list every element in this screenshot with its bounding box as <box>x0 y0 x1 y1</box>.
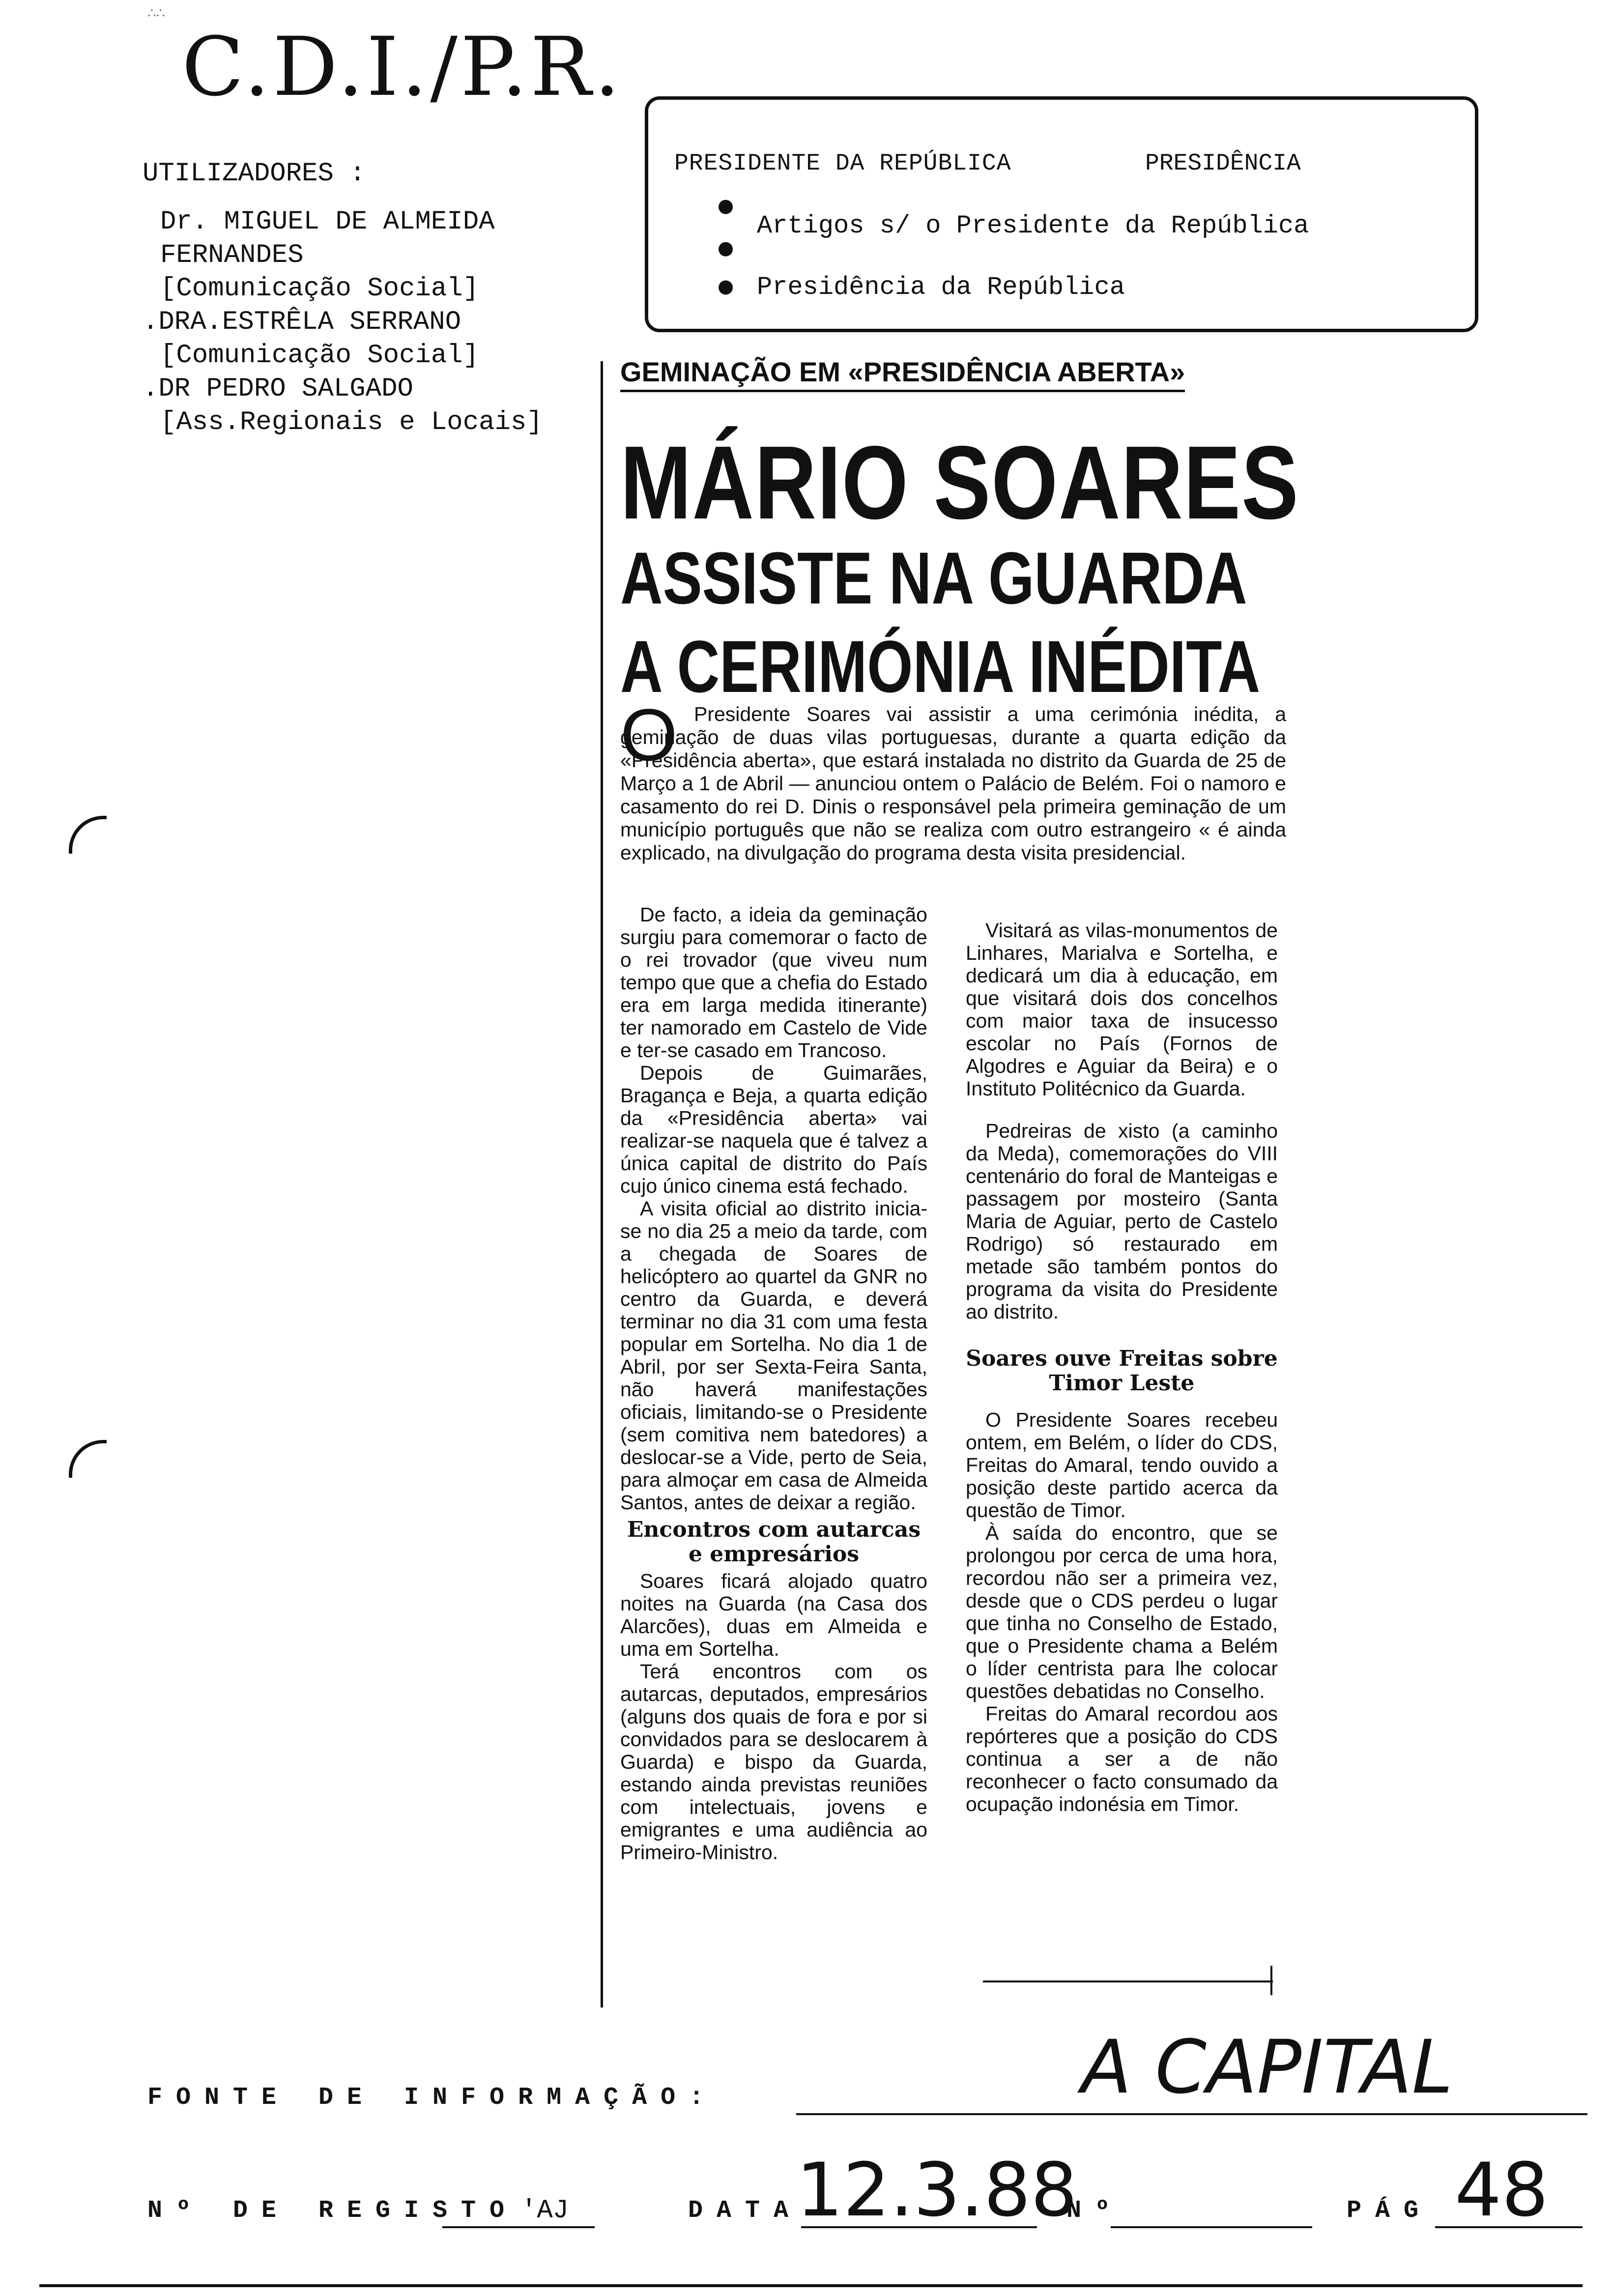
headline-line-3: A CERIMÓNIA INÉDITA <box>620 625 1261 708</box>
numero-label: Nº <box>1066 2197 1124 2225</box>
headline-line-2: ASSISTE NA GUARDA <box>620 537 1247 619</box>
numero-line <box>1111 2226 1312 2228</box>
box-left-heading: PRESIDENTE DA REPÚBLICA <box>674 150 1011 177</box>
user-line: [Comunicação Social] <box>160 341 479 371</box>
article-kicker: GEMINAÇÃO EM «PRESIDÊNCIA ABERTA» <box>620 356 1185 392</box>
paragraph: A visita oficial ao distrito inicia-se no dia 25 a meio da tarde, com a chegada de Soares de helicóptero ao quartel da GNR no centro da Guarda, e deverá terminar no dia 31 com uma festa popular em Sortelha. No dia 1 de Abril, por ser Sexta-Feira Santa, não haverá manifestações oficiais, limitando-se o Presidente (sem comitiva nem batedores) a deslocar-se a Vide, perto de Seia, para almoçar em casa de Almeida Santos, antes de deixar a região. <box>620 1197 927 1514</box>
article-lead <box>620 703 1286 864</box>
user-line: FERNANDES <box>160 240 304 270</box>
subheading: Encontros com autarcas e empresários <box>627 1517 921 1567</box>
punch-hole-mark <box>69 816 107 854</box>
paragraph: De facto, a ideia da geminação surgiu para comemorar o facto de o rei trovador (que viveu num tempo que que a chefia do Estado era em larga medida itinerante) ter namorado em Castelo de Vide e ter-se casado em Trancoso. <box>620 903 927 1062</box>
punch-hole-mark <box>69 1440 107 1478</box>
registo-label: Nº DE REGISTO <box>147 2197 518 2225</box>
data-label: DATA <box>688 2197 803 2225</box>
article-column-1 <box>620 903 927 1864</box>
lead-paragraph: Presidente Soares vai assistir a uma cerimónia inédita, a geminação de duas vilas portuguesas, durante a quarta edição da «Presidência aberta», que estará instalada no distrito da Guarda de 25 de Março a 1 de Abril — anunciou ontem o Palácio de Belém. Foi o namoro e casamento do rei D. Dinis o responsável pela primeira geminação de um município português que não se realiza com outro estrangeiro « é ainda explicado, na divulgação do programa desta visita presidencial. <box>620 703 1286 864</box>
box-right-heading: PRESIDÊNCIA <box>1145 150 1301 177</box>
column-rule <box>601 361 603 2008</box>
paragraph: Visitará as vilas-monumentos de Linhares, Marialva e Sortelha, e dedicará um dia à educação, em que visitará dois dos concelhos com maior taxa de insucesso escolar no País (Fornos de Algodres e Aguiar da Beira) e o Instituto Politécnico da Guarda. <box>966 919 1278 1100</box>
corner-mark: ∴∴ <box>147 5 165 21</box>
bullet-icon: ● <box>718 275 734 297</box>
page-title: C.D.I./P.R. <box>182 20 623 114</box>
paragraph: Soares ficará alojado quatro noites na Guarda (na Casa dos Alarcões), duas em Almeida e uma em Sortelha. <box>620 1570 927 1660</box>
box-item: Artigos s/ o Presidente da República <box>757 211 1309 240</box>
user-line: .DRA.ESTRÊLA SERRANO <box>143 307 461 337</box>
user-line: [Comunicação Social] <box>160 274 479 304</box>
bullet-icon: ● <box>718 195 734 216</box>
paragraph: Freitas do Amaral recordou aos repórteres que a posição do CDS continua a ser a de não reconhecer o facto consumado da ocupação indonésia em Timor. <box>966 1702 1278 1815</box>
article-column-2 <box>966 919 1278 1815</box>
paragraph: À saída do encontro, que se prolongou por cerca de uma hora, recordou não ser a primeira vez, desde que o CDS perdeu o lugar que tinha no Conselho de Estado, que o Presidente chama a Belém o líder centrista para lhe colocar questões debatidas no Conselho. <box>966 1521 1278 1702</box>
paragraph: Depois de Guimarães, Bragança e Beja, a quarta edição da «Presidência aberta» vai realizar-se naquela que é talvez a única capital de distrito do País cujo único cinema está fechado. <box>620 1062 927 1197</box>
drop-cap: O <box>620 693 678 776</box>
registo-line <box>442 2226 595 2228</box>
paragraph: O Presidente Soares recebeu ontem, em Belém, o líder do CDS, Freitas do Amaral, tendo ouvido a posição deste partido acerca da questão de Timor. <box>966 1408 1278 1521</box>
paragraph: Pedreiras de xisto (a caminho da Meda), comemorações do VIII centenário do foral de Manteigas e passagem por mosteiro (Santa Maria de Aguiar, perto de Castelo Rodrigo) só restaurado em metade são também pontos do programa da visita do Presidente ao distrito. <box>966 1119 1278 1323</box>
bottom-rule <box>39 2284 1583 2287</box>
bullet-icon: ● <box>718 237 734 258</box>
source-value: A CAPITAL <box>1081 2025 1453 2110</box>
user-line: [Ass.Regionais e Locais] <box>160 407 543 437</box>
source-label: FONTE DE INFORMAÇÃO: <box>147 2084 718 2112</box>
user-line: .DR PEDRO SALGADO <box>143 374 413 404</box>
pag-value: 48 <box>1455 2148 1549 2233</box>
article-end-rule <box>983 1980 1273 1982</box>
article-end-tick <box>1270 1966 1272 1995</box>
headline-main: MÁRIO SOARES <box>620 424 1299 541</box>
source-line <box>796 2113 1587 2115</box>
pag-label: PÁG <box>1347 2197 1433 2225</box>
subheading: Soares ouve Freitas sobre Timor Leste <box>966 1346 1278 1396</box>
user-line: Dr. MIGUEL DE ALMEIDA <box>160 207 495 237</box>
users-heading: UTILIZADORES : <box>143 159 366 189</box>
registo-value: 'AJ <box>521 2196 569 2226</box>
data-value: 12.3.88 <box>796 2148 1078 2233</box>
box-item: Presidência da República <box>757 273 1125 302</box>
users-list <box>143 157 543 439</box>
paragraph: Terá encontros com os autarcas, deputados, empresários (alguns dos quais de fora e por si convidados para se deslocarem à Guarda) e bispo da Guarda, estando ainda previstas reuniões com intelectuais, jovens e emigrantes e uma audiência ao Primeiro-Ministro. <box>620 1660 927 1864</box>
